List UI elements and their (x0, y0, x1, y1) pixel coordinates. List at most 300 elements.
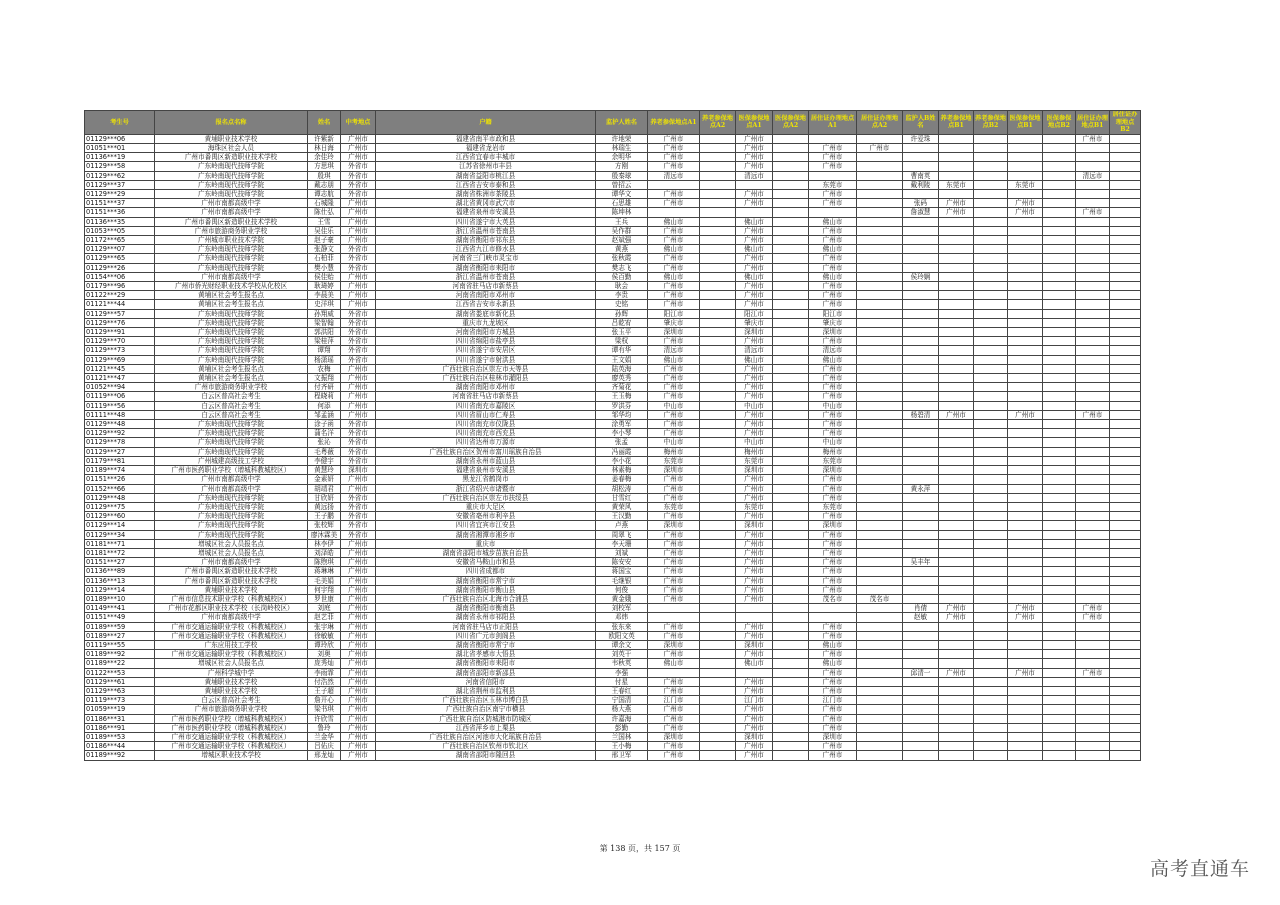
table-cell: 广州市 (736, 539, 773, 548)
table-cell: 佛山市 (736, 355, 773, 364)
table-cell: 广州市 (736, 190, 773, 199)
table-cell (903, 659, 939, 668)
table-cell: 黄埔区社会考生报名点 (155, 364, 308, 373)
table-cell: 广州市 (648, 226, 700, 235)
table-cell (903, 696, 939, 705)
table-cell: 广州市 (809, 337, 857, 346)
table-row (85, 714, 1141, 723)
table-cell: 广州市 (648, 475, 700, 484)
table-cell (857, 640, 903, 649)
table-cell (1043, 346, 1076, 355)
table-cell (903, 631, 939, 640)
table-cell (1076, 364, 1110, 373)
table-cell (1076, 263, 1110, 272)
table-cell (1110, 732, 1141, 741)
table-cell: 外省市 (341, 512, 376, 521)
table-cell: 福建省龙岩市 (376, 143, 596, 152)
table-cell (939, 659, 974, 668)
table-cell (974, 180, 1008, 189)
table-cell: 广州市番禺区新造职业技术学校 (155, 217, 308, 226)
candidate-id-cell: 01129***76 (85, 318, 155, 327)
table-cell: 谭玲欣 (308, 640, 341, 649)
table-cell (700, 475, 736, 484)
table-cell (1008, 291, 1043, 300)
table-cell (773, 466, 809, 475)
table-cell (1110, 466, 1141, 475)
candidate-id-cell: 01136***19 (85, 153, 155, 162)
table-cell: 浙江省温州市苍南县 (376, 226, 596, 235)
table-row (85, 751, 1141, 760)
table-cell (974, 134, 1008, 143)
candidate-id-cell: 01129***29 (85, 190, 155, 199)
table-cell (648, 180, 700, 189)
table-cell (700, 521, 736, 530)
candidate-id-cell: 01129***70 (85, 337, 155, 346)
table-cell (1110, 300, 1141, 309)
table-cell: 东莞市 (809, 456, 857, 465)
table-cell (700, 392, 736, 401)
table-cell: 肇庆市 (648, 318, 700, 327)
candidate-id-cell: 01129***06 (85, 134, 155, 143)
table-cell (1076, 180, 1110, 189)
table-cell: 梁书琪 (308, 705, 341, 714)
table-cell: 湖南省衡阳市常宁市 (376, 576, 596, 585)
table-cell: 广州市南都高级中学 (155, 475, 308, 484)
table-cell (857, 318, 903, 327)
candidate-id-cell: 01189***74 (85, 466, 155, 475)
table-cell (857, 199, 903, 208)
table-cell (700, 696, 736, 705)
table-cell (1076, 236, 1110, 245)
table-cell (857, 512, 903, 521)
table-cell (1008, 493, 1043, 502)
table-cell (857, 742, 903, 751)
table-cell: 文振翔 (308, 374, 341, 383)
table-cell (939, 318, 974, 327)
table-row (85, 732, 1141, 741)
table-cell: 姜春梅 (596, 475, 648, 484)
table-row (85, 585, 1141, 594)
table-cell: 广州市 (736, 558, 773, 567)
table-cell (974, 530, 1008, 539)
table-row (85, 401, 1141, 410)
table-cell: 东莞市 (648, 456, 700, 465)
table-cell (1043, 438, 1076, 447)
table-cell: 广州市 (648, 337, 700, 346)
table-cell (903, 530, 939, 539)
table-row (85, 282, 1141, 291)
table-cell: 樊志飞 (596, 263, 648, 272)
table-cell: 湖南省南阳市邓州市 (376, 383, 596, 392)
table-cell: 付星 (596, 677, 648, 686)
table-cell: 李健宇 (308, 456, 341, 465)
table-cell: 清远市 (648, 346, 700, 355)
table-cell (1043, 502, 1076, 511)
table-cell: 湖北省黄冈市武穴市 (376, 199, 596, 208)
table-cell: 广东岭南现代技师学院 (155, 521, 308, 530)
table-cell: 广州市 (341, 217, 376, 226)
table-cell (1008, 401, 1043, 410)
table-cell (700, 420, 736, 429)
table-cell: 孙翔威 (308, 309, 341, 318)
table-cell: 广州市 (736, 484, 773, 493)
table-cell (939, 328, 974, 337)
table-cell: 广州市医药职业学校（增城科教城校区） (155, 723, 308, 732)
table-cell: 广州市 (809, 742, 857, 751)
table-cell (939, 456, 974, 465)
table-cell: 外省市 (341, 355, 376, 364)
table-cell (773, 337, 809, 346)
table-cell: 广州市 (341, 631, 376, 640)
candidate-id-cell: 01129***75 (85, 502, 155, 511)
table-cell: 广州市 (341, 567, 376, 576)
table-cell: 广州市 (736, 153, 773, 162)
table-cell: 中山市 (648, 401, 700, 410)
table-cell (857, 622, 903, 631)
table-cell: 广州市 (736, 226, 773, 235)
table-cell (1008, 282, 1043, 291)
table-cell (1110, 171, 1141, 180)
table-cell (903, 153, 939, 162)
table-cell (1008, 337, 1043, 346)
table-cell: 广州市 (648, 567, 700, 576)
table-cell: 广州市 (809, 576, 857, 585)
table-cell: 胡松涛 (596, 484, 648, 493)
table-cell (1110, 438, 1141, 447)
table-cell (939, 355, 974, 364)
table-cell (903, 162, 939, 171)
table-cell (773, 732, 809, 741)
table-cell: 广州市 (736, 622, 773, 631)
table-cell (700, 410, 736, 419)
table-cell: 广州市 (736, 291, 773, 300)
table-cell: 王兵 (596, 217, 648, 226)
table-cell: 广州市 (736, 530, 773, 539)
table-cell: 广州市 (939, 410, 974, 419)
table-cell: 江西省吉安市永新县 (376, 300, 596, 309)
candidate-id-cell: 01059***19 (85, 705, 155, 714)
table-cell: 广州市花都区职业技术学校（长岗岭校区） (155, 604, 308, 613)
candidate-id-cell: 01189***59 (85, 622, 155, 631)
table-cell: 广州市 (341, 723, 376, 732)
table-cell: 广东应用技工学校 (155, 640, 308, 649)
table-cell (809, 171, 857, 180)
table-cell (903, 705, 939, 714)
table-cell: 清远市 (736, 346, 773, 355)
table-cell: 广州市 (809, 153, 857, 162)
table-cell: 广州市 (809, 254, 857, 263)
table-cell (939, 742, 974, 751)
table-cell: 广州市 (736, 337, 773, 346)
table-cell (903, 742, 939, 751)
table-cell (773, 686, 809, 695)
table-cell: 刘泽皓 (308, 548, 341, 557)
table-cell (857, 493, 903, 502)
table-cell (1043, 493, 1076, 502)
table-cell (1110, 236, 1141, 245)
table-cell: 邹华均 (596, 410, 648, 419)
table-cell (857, 723, 903, 732)
table-cell: 广州市 (1008, 410, 1043, 419)
table-row (85, 521, 1141, 530)
candidate-id-cell: 01129***57 (85, 309, 155, 318)
table-cell (939, 236, 974, 245)
table-cell: 深圳市 (809, 521, 857, 530)
table-cell (857, 613, 903, 622)
table-cell: 广州市交通运输职业学校（科教城校区） (155, 732, 308, 741)
table-cell (939, 190, 974, 199)
table-cell (1110, 392, 1141, 401)
table-cell (1110, 696, 1141, 705)
table-cell (1008, 300, 1043, 309)
table-cell: 深圳市 (648, 640, 700, 649)
candidate-id-cell: 01151***36 (85, 208, 155, 217)
column-header: 居住证办理地点A2 (857, 111, 903, 135)
table-cell: 广州市 (939, 208, 974, 217)
table-cell: 广东岭南现代技师学院 (155, 263, 308, 272)
table-cell (1110, 484, 1141, 493)
table-cell: 杨碧清 (903, 410, 939, 419)
table-cell: 广州市 (809, 291, 857, 300)
table-cell: 安徽省马鞍山市和县 (376, 558, 596, 567)
table-cell: 广西壮族自治区河池市大化瑶族自治县 (376, 732, 596, 741)
table-cell (903, 309, 939, 318)
table-cell (1076, 447, 1110, 456)
candidate-id-cell: 01129***63 (85, 686, 155, 695)
table-cell: 广州市 (341, 576, 376, 585)
table-row (85, 686, 1141, 695)
table-cell: 河南省驻马店市新蔡县 (376, 392, 596, 401)
table-row (85, 245, 1141, 254)
table-cell (1043, 309, 1076, 318)
table-cell (773, 401, 809, 410)
table-cell (1076, 245, 1110, 254)
table-cell: 吕乾宥 (596, 318, 648, 327)
table-cell (857, 475, 903, 484)
table-cell: 广州市 (341, 705, 376, 714)
candidate-id-cell: 01129***48 (85, 493, 155, 502)
table-cell (857, 696, 903, 705)
table-cell: 梁桂萍 (308, 337, 341, 346)
table-cell (1110, 364, 1141, 373)
table-cell (857, 180, 903, 189)
table-cell (700, 604, 736, 613)
table-cell (648, 208, 700, 217)
table-cell (974, 374, 1008, 383)
table-cell: 外省市 (341, 420, 376, 429)
candidate-id-cell: 01129***14 (85, 521, 155, 530)
table-cell (903, 236, 939, 245)
table-cell: 邹孟涵 (308, 410, 341, 419)
table-cell (974, 705, 1008, 714)
table-cell (1008, 429, 1043, 438)
candidate-id-cell: 01129***91 (85, 328, 155, 337)
table-cell (903, 512, 939, 521)
table-cell (1076, 420, 1110, 429)
table-cell (939, 466, 974, 475)
table-cell (974, 226, 1008, 235)
table-cell (939, 162, 974, 171)
table-cell: 毛继银 (596, 576, 648, 585)
table-cell: 广州市 (809, 512, 857, 521)
table-cell: 外省市 (341, 337, 376, 346)
table-cell: 深圳市 (736, 328, 773, 337)
table-cell (939, 420, 974, 429)
table-cell: 邱清一 (903, 668, 939, 677)
table-cell: 湖南省衡阳市常宁市 (376, 640, 596, 649)
table-cell (1043, 143, 1076, 152)
table-cell (903, 420, 939, 429)
table-cell (1110, 190, 1141, 199)
candidate-id-cell: 01129***14 (85, 585, 155, 594)
table-cell: 陆英海 (596, 364, 648, 373)
table-cell (903, 300, 939, 309)
table-cell (700, 705, 736, 714)
table-cell (903, 190, 939, 199)
table-cell: 广州市 (648, 751, 700, 760)
table-cell: 广州市 (341, 199, 376, 208)
table-cell: 广东岭南现代技师学院 (155, 438, 308, 447)
table-cell: 广州市 (648, 291, 700, 300)
table-cell: 广州市 (809, 162, 857, 171)
candidate-id-cell: 01189***27 (85, 631, 155, 640)
table-row (85, 576, 1141, 585)
table-row (85, 392, 1141, 401)
table-cell (1043, 732, 1076, 741)
table-cell: 深圳市 (809, 466, 857, 475)
table-cell: 湖北省荆州市监利县 (376, 686, 596, 695)
table-cell: 赵子豪 (308, 236, 341, 245)
table-cell: 中山市 (809, 401, 857, 410)
table-cell (903, 456, 939, 465)
table-cell: 广州市 (809, 300, 857, 309)
table-cell (857, 263, 903, 272)
table-cell: 广州市 (648, 686, 700, 695)
table-cell (700, 456, 736, 465)
table-cell (1008, 631, 1043, 640)
table-cell: 外省市 (341, 309, 376, 318)
table-cell: 广东岭南现代技师学院 (155, 318, 308, 327)
table-cell (857, 272, 903, 281)
table-cell: 广州城建高级技工学校 (155, 456, 308, 465)
table-cell (1043, 668, 1076, 677)
table-cell: 陈仕弘 (308, 208, 341, 217)
table-cell: 庞秀灿 (308, 659, 341, 668)
table-cell (1076, 153, 1110, 162)
table-row (85, 364, 1141, 373)
table-cell (1076, 558, 1110, 567)
table-cell (1076, 300, 1110, 309)
table-cell (1110, 668, 1141, 677)
table-cell: 广州市 (809, 539, 857, 548)
table-cell (903, 622, 939, 631)
table-cell (974, 631, 1008, 640)
table-cell (939, 751, 974, 760)
table-cell: 赵敏 (903, 613, 939, 622)
table-cell: 深圳市 (809, 732, 857, 741)
table-cell (1043, 272, 1076, 281)
table-cell: 广州市番禺区新造职业技术学校 (155, 576, 308, 585)
table-cell: 河南省南阳市邓州市 (376, 291, 596, 300)
table-cell (974, 143, 1008, 152)
table-cell (1043, 337, 1076, 346)
table-cell (974, 190, 1008, 199)
table-cell (974, 263, 1008, 272)
table-cell: 江西省九江市修水县 (376, 245, 596, 254)
table-cell (700, 374, 736, 383)
table-cell (857, 548, 903, 557)
table-cell (1110, 631, 1141, 640)
candidate-id-cell: 01121***44 (85, 300, 155, 309)
table-cell (939, 245, 974, 254)
table-cell: 外省市 (341, 456, 376, 465)
table-cell (700, 300, 736, 309)
table-cell: 王子超 (308, 686, 341, 695)
table-cell (1008, 548, 1043, 557)
table-cell (773, 162, 809, 171)
table-cell: 广州市 (648, 622, 700, 631)
table-cell: 广州市 (736, 677, 773, 686)
table-row (85, 622, 1141, 631)
table-cell (1008, 153, 1043, 162)
table-cell: 梁智翰 (308, 318, 341, 327)
table-cell: 戴利陵 (903, 180, 939, 189)
table-row (85, 171, 1141, 180)
table-cell: 广州市 (809, 686, 857, 695)
table-cell: 广州市信息技术职业学校（科教城校区） (155, 594, 308, 603)
candidate-id-cell: 01119***55 (85, 640, 155, 649)
table-cell (903, 328, 939, 337)
table-cell: 佛山市 (809, 659, 857, 668)
table-cell: 甘雪红 (596, 493, 648, 502)
table-cell (773, 567, 809, 576)
table-cell (1076, 475, 1110, 484)
table-cell: 谭华文 (596, 190, 648, 199)
table-cell: 梅州市 (736, 447, 773, 456)
table-cell: 广州市 (341, 484, 376, 493)
table-cell: 广州市旅游商务职业学校 (155, 705, 308, 714)
table-cell (939, 493, 974, 502)
table-row (85, 383, 1141, 392)
table-cell: 浙江省绍兴市诸暨市 (376, 484, 596, 493)
table-cell (736, 208, 773, 217)
table-cell (773, 521, 809, 530)
table-cell (857, 309, 903, 318)
table-cell (903, 401, 939, 410)
table-cell: 广州市 (341, 640, 376, 649)
table-cell (1043, 604, 1076, 613)
table-cell (857, 521, 903, 530)
candidate-id-cell: 01136***13 (85, 576, 155, 585)
table-cell (700, 576, 736, 585)
table-cell (1076, 714, 1110, 723)
table-cell (1043, 696, 1076, 705)
table-cell: 广州市 (736, 392, 773, 401)
table-cell (1076, 705, 1110, 714)
table-cell: 广州市 (736, 475, 773, 484)
table-cell: 谭有华 (596, 346, 648, 355)
table-cell (1043, 383, 1076, 392)
candidate-id-cell: 01186***91 (85, 723, 155, 732)
table-cell: 广州市 (648, 530, 700, 539)
table-cell (1008, 723, 1043, 732)
table-cell: 广东岭南现代技师学院 (155, 502, 308, 511)
table-cell (700, 438, 736, 447)
candidate-id-cell: 01179***96 (85, 282, 155, 291)
table-cell: 王小梅 (596, 742, 648, 751)
table-cell (773, 272, 809, 281)
table-cell: 广州市 (341, 392, 376, 401)
